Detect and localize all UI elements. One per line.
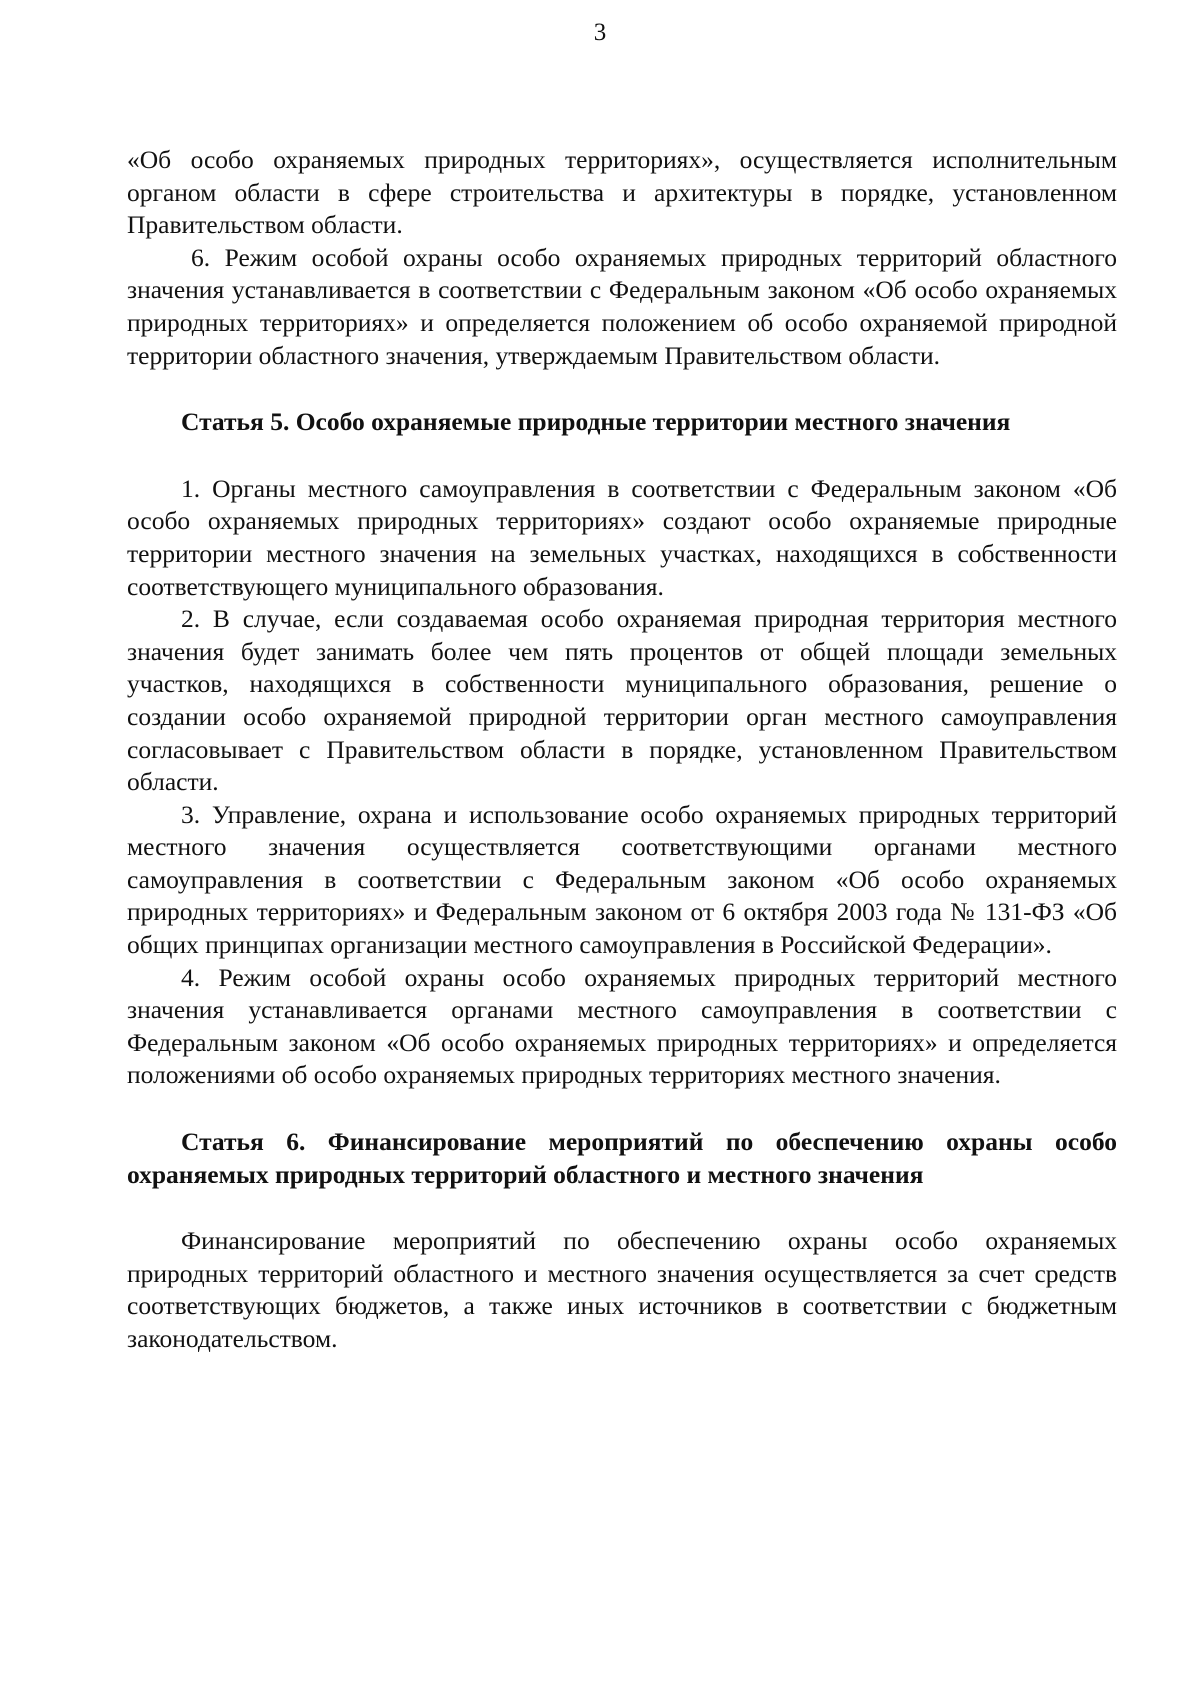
article-6-heading: Статья 6. Финансирование мероприятий по обеспечению охраны особо охраняемых природных территорий областного и местного значения — [127, 1127, 1117, 1189]
paragraph-article-5-item-2: 2. В случае, если создаваемая особо охраняемая природная территория местного значения будет занимать более чем пять процентов от общей площади земельных участков, находящихся в собственности муниципального образования, решение о создании особо охраняемой природной территории орган местного самоуправления согласовывает с Правительством области в порядке, установленном Правительством области. — [127, 604, 1117, 797]
page-number: 3 — [593, 19, 607, 46]
paragraph-article-5-item-1: 1. Органы местного самоуправления в соответствии с Федеральным законом «Об особо охраняемых природных территориях» создают особо охраняемые природные территории местного значения на земельных участках, находящихся в собственности соответствующего муниципального образования. — [127, 473, 1117, 601]
spacer — [127, 372, 1117, 406]
paragraph-continuation: «Об особо охраняемых природных территориях», осуществляется исполнительным органом области в сфере строительства и архитектуры в порядке, установленном Правительством области. — [127, 145, 1117, 240]
paragraph-article-5-item-4: 4. Режим особой охраны особо охраняемых природных территорий местного значения устанавливается органами местного самоуправления в соответствии с Федеральным законом «Об особо охраняемых природных территориях» и определяется положениями об особо охраняемых природных территориях местного значения. — [127, 962, 1117, 1090]
paragraph-item-6: 6. Режим особой охраны особо охраняемых природных территорий областного значения устанавливается в соответствии с Федеральным законом «Об особо охраняемых природных территориях» и определяется положением об особо охраняемой природной территории областного значения, утверждаемым Правительством области. — [127, 242, 1117, 370]
article-5-heading: Статья 5. Особо охраняемые природные территории местного значения — [181, 407, 1011, 437]
spacer — [127, 439, 1117, 473]
paragraph-article-6: Финансирование мероприятий по обеспечению охраны особо охраняемых природных территорий областного и местного значения осуществляется за счет средств соответствующих бюджетов, а также иных источников в соответствии с бюджетным законодательством. — [127, 1226, 1117, 1353]
spacer — [127, 1092, 1117, 1126]
paragraph-article-5-item-3: 3. Управление, охрана и использование особо охраняемых природных территорий местного значения осуществляется соответствующими органами местного самоуправления в соответствии с Федеральным законом «Об особо охраняемых природных территориях» и Федеральным законом от 6 октября 2003 года № 131-ФЗ «Об общих принципах организации местного самоуправления в Российской Федерации». — [127, 799, 1117, 960]
document-body — [127, 144, 1117, 1356]
spacer — [127, 1191, 1117, 1225]
